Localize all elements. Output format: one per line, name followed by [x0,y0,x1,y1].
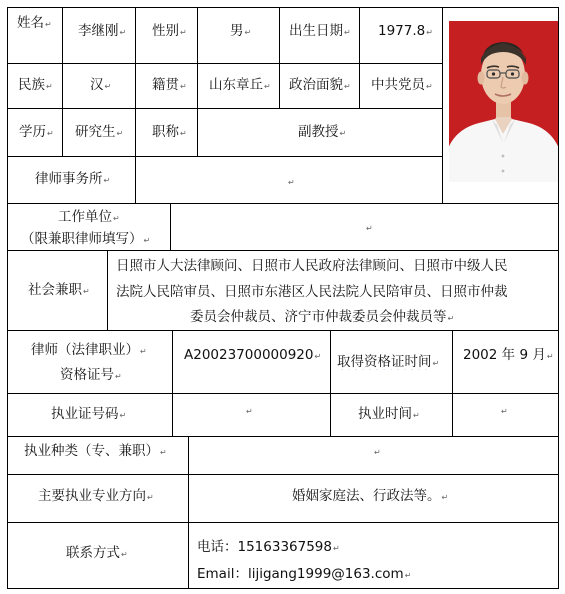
paragraph-mark-icon: ↵ [339,129,347,138]
paragraph-mark-icon: ↵ [46,82,53,91]
work-unit-label-note: （限兼职律师填写）↵ [21,231,151,247]
education-label: 学历↵ [19,124,54,140]
practice-time-label: 执业时间↵ [358,406,420,422]
row-divider-7 [7,393,558,394]
ethnicity-value: 汉↵ [90,77,112,93]
name-value: 李继刚↵ [78,23,127,39]
ethnicity-label: 民族↵ [18,77,53,93]
row-divider-9 [7,474,558,475]
paragraph-mark-icon: ↵ [344,82,351,91]
table-border-right [558,7,559,589]
paragraph-mark-icon: ↵ [332,544,340,553]
row-divider-6 [7,330,558,331]
practice-type-value [373,443,381,459]
table-border-bottom [7,588,558,589]
paragraph-mark-icon: ↵ [288,178,295,187]
contact-label: 联系方式↵ [66,545,128,561]
political-status-value: 中共党员↵ [371,77,433,93]
col-divider-license-3 [452,330,453,437]
social-roles-line-3: 委员会仲裁员、济宁市仲裁委员会仲裁员等↵ [190,309,455,325]
political-status-label: 政治面貌↵ [289,77,351,93]
professional-title-label: 职称↵ [152,124,187,140]
paragraph-mark-icon: ↵ [147,493,154,502]
row-divider-1 [7,63,442,64]
origin-value: 山东章丘↵ [209,77,271,93]
practice-time-value [500,402,508,418]
table-border-left [7,7,8,589]
paragraph-mark-icon: ↵ [344,28,351,37]
paragraph-mark-icon: ↵ [104,82,112,91]
paragraph-mark-icon: ↵ [432,359,440,368]
practice-field-label: 主要执业专业方向↵ [38,488,154,504]
col-divider-lower [188,436,189,589]
paragraph-mark-icon: ↵ [121,550,128,559]
col-divider-work-unit [170,203,171,251]
paragraph-mark-icon: ↵ [180,82,187,91]
paragraph-mark-icon: ↵ [113,214,120,223]
name-label: 姓名↵ [17,15,52,31]
paragraph-mark-icon: ↵ [426,82,433,91]
paragraph-mark-icon: ↵ [426,28,433,37]
birth-date-value: 1977.8↵ [378,23,433,39]
paragraph-mark-icon: ↵ [119,411,127,420]
col-divider-b [135,7,136,204]
paragraph-mark-icon: ↵ [160,448,167,457]
profile-photo-image [449,21,558,182]
paragraph-mark-icon: ↵ [180,129,187,138]
qualification-number-value: A20023700000920↵ [184,347,322,363]
qualification-label: 律师（法律职业）↵ [31,342,147,358]
row-divider-2 [7,108,442,109]
paragraph-mark-icon: ↵ [264,82,271,91]
col-divider-photo [442,7,443,204]
paragraph-mark-icon: ↵ [447,314,455,323]
col-divider-social [107,250,108,331]
paragraph-mark-icon: ↵ [441,493,449,502]
row-divider-5 [7,250,558,251]
paragraph-mark-icon: ↵ [115,372,122,381]
paragraph-mark-icon: ↵ [47,129,54,138]
practice-certificate-label: 执业证号码↵ [51,406,127,422]
paragraph-mark-icon: ↵ [140,347,147,356]
education-value: 研究生↵ [75,124,124,140]
paragraph-mark-icon: ↵ [501,407,508,416]
law-firm-label: 律师事务所↵ [35,171,111,187]
profile-photo [449,21,558,182]
paragraph-mark-icon: ↵ [404,571,412,580]
paragraph-mark-icon: ↵ [314,352,322,361]
row-divider-4 [7,203,558,204]
qualification-date-label: 取得资格证时间↵ [337,354,440,370]
origin-label: 籍贯↵ [152,77,187,93]
qualification-date-value: 2002 年 9 月↵ [463,347,554,363]
professional-title-value: 副教授↵ [298,124,347,140]
contact-phone: 电话：15163367598↵ [197,539,340,555]
gender-label: 性别↵ [152,23,187,39]
paragraph-mark-icon: ↵ [143,236,151,245]
row-divider-8 [7,436,558,437]
paragraph-mark-icon: ↵ [374,448,381,457]
paragraph-mark-icon: ↵ [244,28,252,37]
paragraph-mark-icon: ↵ [116,129,124,138]
col-divider-e [359,7,360,109]
qualification-label-number: 资格证号↵ [60,367,122,383]
row-divider-10 [7,522,558,523]
birth-date-label: 出生日期↵ [289,23,351,39]
paragraph-mark-icon: ↵ [413,411,420,420]
table-border-top [7,7,558,8]
practice-certificate-value [245,402,253,418]
col-divider-license-2 [330,330,331,437]
col-divider-c [197,7,198,157]
paragraph-mark-icon: ↵ [246,407,253,416]
social-roles-label: 社会兼职↵ [28,282,90,298]
paragraph-mark-icon: ↵ [366,224,373,233]
gender-value: 男↵ [230,23,252,39]
paragraph-mark-icon: ↵ [546,352,554,361]
work-unit-value [365,219,373,235]
law-firm-value [287,173,295,189]
paragraph-mark-icon: ↵ [119,28,127,37]
paragraph-mark-icon: ↵ [103,176,111,185]
social-roles-line-2: 法院人民陪审员、日照市东港区人民法院人民陪审员、日照市仲裁 [116,284,508,300]
col-divider-license-1 [172,330,173,437]
work-unit-label: 工作单位↵ [58,209,120,225]
social-roles-line-1: 日照市人大法律顾问、日照市人民政府法律顾问、日照市中级人民 [116,258,508,274]
col-divider-d [279,7,280,109]
practice-type-label: 执业种类（专、兼职）↵ [24,443,167,459]
paragraph-mark-icon: ↵ [45,20,52,29]
paragraph-mark-icon: ↵ [83,287,90,296]
paragraph-mark-icon: ↵ [180,28,187,37]
col-divider-a [62,7,63,157]
row-divider-3 [7,156,442,157]
contact-email: Email：lijigang1999@163.com↵ [197,566,412,582]
practice-field-value: 婚姻家庭法、行政法等。↵ [292,488,449,504]
